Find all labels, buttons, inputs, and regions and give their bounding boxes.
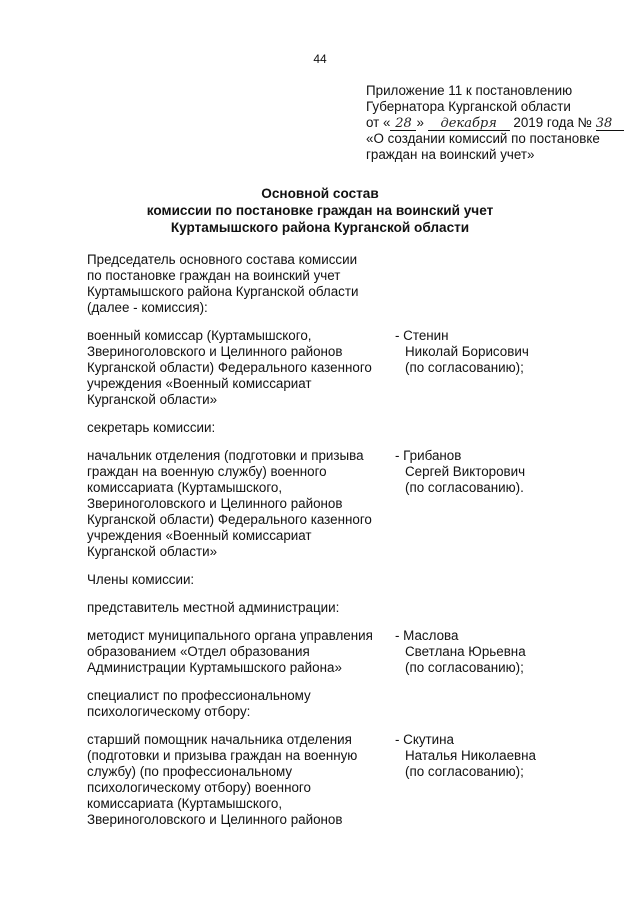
text-line: учреждения «Военный комиссариат (87, 376, 312, 391)
member-row (87, 448, 547, 560)
document-title (0, 185, 640, 236)
member-row (87, 732, 547, 828)
section-heading: секретарь комиссии: (87, 420, 216, 435)
text-line: комиссариата (Куртамышского, (87, 796, 283, 811)
annex-header (366, 83, 636, 163)
text-line: Светлана Юрьевна (405, 644, 526, 659)
text-line: (по согласованию); (405, 360, 524, 375)
section-heading: Члены комиссии: (87, 572, 195, 587)
annex-line: «О создании комиссий по постановке (366, 131, 600, 146)
text-line: (подготовки и призыва граждан на военную (87, 748, 358, 763)
text-line: Курганской области» (87, 544, 218, 559)
document-body (87, 252, 547, 840)
date-year: 2019 года № (513, 115, 592, 130)
text-line: службу) (по профессиональному (87, 764, 293, 779)
title-line: комиссии по постановке граждан на воинский учет (146, 203, 494, 218)
text-line: учреждения «Военный комиссариат (87, 528, 312, 543)
chair-intro (87, 252, 547, 316)
date-prefix: от « (366, 115, 391, 130)
handwritten-number: 38 (596, 117, 624, 131)
handwritten-month: декабря (428, 117, 510, 131)
member-position (87, 628, 387, 676)
text-line: - Грибанов (395, 448, 462, 463)
section-heading (87, 688, 547, 720)
text-line: старший помощник начальника отделения (87, 732, 352, 747)
title-line: Основной состав (261, 186, 379, 201)
annex-line: Губернатора Курганской области (366, 99, 571, 114)
text-line: (по согласованию). (405, 480, 524, 495)
text-line: (по согласованию); (405, 660, 524, 675)
text-line: (по согласованию); (405, 764, 524, 779)
text-line: Звериноголовского и Целинного районов (87, 344, 343, 359)
member-position (87, 732, 387, 828)
text-line: Председатель основного состава комиссии (87, 252, 358, 267)
member-person (387, 732, 547, 828)
text-line: Курганской области) Федерального казенного (87, 360, 372, 375)
section-heading: представитель местной администрации: (87, 600, 340, 615)
text-line: Николай Борисович (405, 344, 529, 359)
member-row (87, 628, 547, 676)
annex-line: граждан на воинский учет» (366, 147, 535, 162)
text-line: специалист по профессиональному (87, 688, 311, 703)
text-line: психологическому отбору) военного (87, 780, 311, 795)
text-line: психологическому отбору: (87, 704, 251, 719)
date-mid: » (416, 115, 424, 130)
member-row (87, 328, 547, 408)
text-line: граждан на военную службу) военного (87, 464, 327, 479)
text-line: - Стенин (395, 328, 449, 343)
annex-date-line (366, 115, 636, 131)
text-line: Администрации Куртамышского района» (87, 660, 342, 675)
annex-line: Приложение 11 к постановлению (366, 83, 573, 98)
text-line: - Скутина (395, 732, 455, 747)
text-line: Звериноголовского и Целинного районов (87, 496, 343, 511)
text-line: - Маслова (395, 628, 459, 643)
text-line: военный комиссар (Куртамышского, (87, 328, 312, 343)
text-line: Сергей Викторович (405, 464, 526, 479)
text-line: Курганской области» (87, 392, 218, 407)
text-line: начальник отделения (подготовки и призыва (87, 448, 364, 463)
text-line: (далее - комиссия): (87, 300, 208, 315)
text-line: комиссариата (Куртамышского, (87, 480, 283, 495)
title-line: Куртамышского района Курганской области (170, 220, 470, 235)
text-line: Куртамышского района Курганской области (87, 284, 359, 299)
handwritten-day: 28 (390, 117, 416, 131)
member-position (87, 448, 387, 560)
text-line: Звериноголовского и Целинного районов (87, 812, 343, 827)
page-number: 44 (313, 52, 327, 66)
text-line: образованием «Отдел образования (87, 644, 310, 659)
text-line: методист муниципального органа управления (87, 628, 373, 643)
member-person (387, 628, 547, 676)
text-line: по постановке граждан на воинский учет (87, 268, 341, 283)
member-person (387, 448, 547, 560)
member-position (87, 328, 387, 408)
member-person (387, 328, 547, 408)
text-line: Наталья Николаевна (405, 748, 536, 763)
text-line: Курганской области) Федерального казенного (87, 512, 372, 527)
